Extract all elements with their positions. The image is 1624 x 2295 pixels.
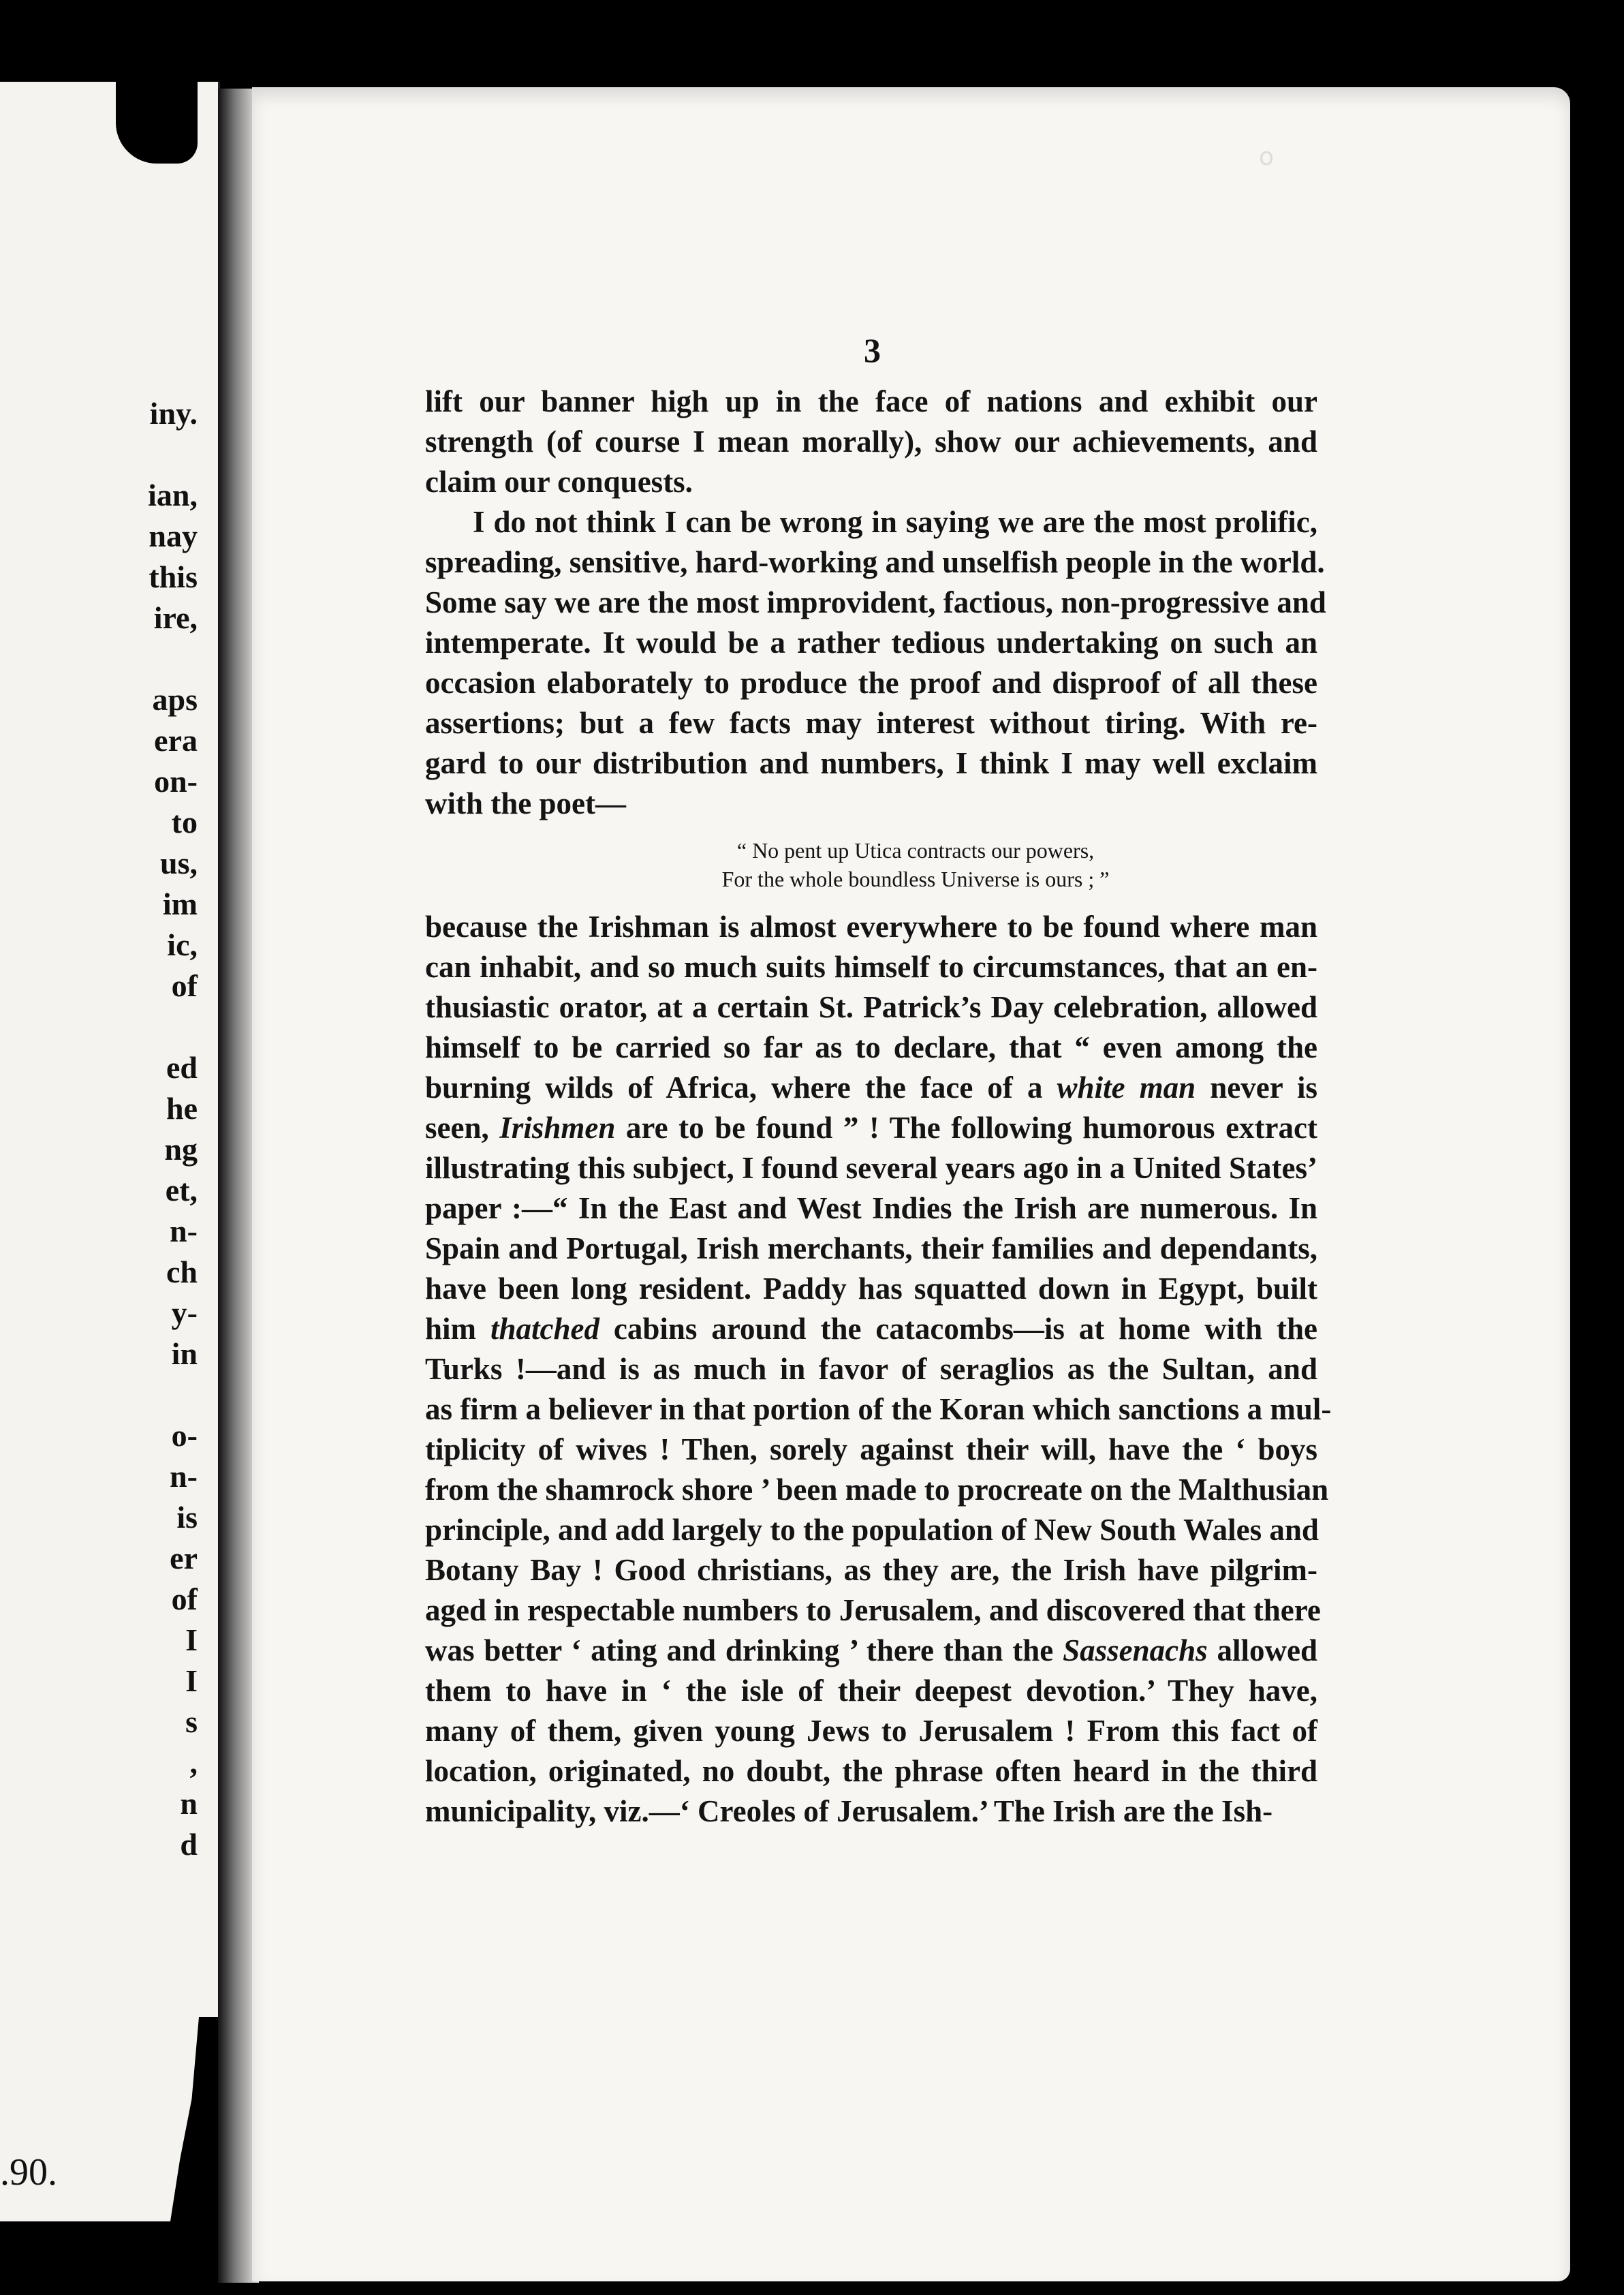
verse-quote <box>425 836 1317 893</box>
facing-page-text-fragment: in <box>171 1336 198 1371</box>
text-line: as firm a believer in that portion of the Koran which sanctions a mul- <box>425 1392 1332 1426</box>
facing-page-text-fragment: of <box>171 1582 198 1616</box>
facing-page-text-fragment: of <box>171 968 198 1003</box>
text-line: was better ‘ ating and drinking ’ there than the Sassenachs allowed <box>425 1633 1317 1667</box>
text-line: principle, and add largely to the population of New South Wales and <box>425 1513 1319 1547</box>
italic-word: Irishmen <box>499 1111 616 1145</box>
text-line: him thatched cabins around the catacombs—is at home with the <box>425 1312 1317 1346</box>
facing-page-text-fragment: n <box>180 1786 198 1821</box>
quote-line: “ No pent up Utica contracts our powers, <box>736 838 1095 863</box>
facing-page-text-fragment: us, <box>160 846 198 880</box>
text-line: them to have in ‘ the isle of their deepest devotion.’ They have, <box>425 1674 1317 1708</box>
text-line: himself to be carried so far as to declare, that “ even among the <box>425 1030 1317 1064</box>
facing-page-text-fragment: ng <box>164 1132 198 1167</box>
text-line: illustrating this subject, I found several years ago in a United States’ <box>425 1151 1318 1185</box>
text-line: claim our conquests. <box>425 465 693 499</box>
text-line: Botany Bay ! Good christians, as they are, the Irish have pilgrim- <box>425 1553 1317 1587</box>
facing-page-text-fragment: ire, <box>153 600 198 635</box>
top-mark: o <box>1259 143 1275 171</box>
text-line: paper :—“ In the East and West Indies the Irish are numerous. In <box>425 1191 1317 1225</box>
facing-page-text-fragment: is <box>176 1500 198 1535</box>
text-line: have been long resident. Paddy has squatted down in Egypt, built <box>425 1272 1317 1306</box>
page-notch <box>116 82 198 164</box>
facing-page-text-fragment: ed <box>166 1050 198 1085</box>
text-line: I do not think I can be wrong in saying we are the most prolific, <box>473 505 1317 539</box>
facing-page-text-fragment: I <box>185 1622 198 1657</box>
facing-page-text-fragment: d <box>180 1827 198 1862</box>
paragraph-3 <box>425 907 1332 1832</box>
text-line: can inhabit, and so much suits himself to circumstances, that an en- <box>425 950 1317 984</box>
facing-page-text-fragment: n- <box>170 1214 198 1248</box>
facing-page-text-fragment: ian, <box>148 478 198 512</box>
text-line: burning wilds of Africa, where the face of a white man never is <box>425 1071 1317 1105</box>
text-line: spreading, sensitive, hard-working and unselfish people in the world. <box>425 545 1325 579</box>
text-line: thusiastic orator, at a certain St. Patrick’s Day celebration, allowed <box>425 990 1317 1024</box>
page-tear <box>170 2017 218 2221</box>
text-line: with the poet— <box>425 786 626 820</box>
text-line: municipality, viz.—‘ Creoles of Jerusalem.’ The Irish are the Ish- <box>425 1794 1273 1828</box>
italic-word: thatched <box>490 1312 599 1346</box>
page-body <box>425 382 1332 1832</box>
facing-page-text-fragment: im <box>162 887 198 921</box>
facing-page-text-fragment: this <box>149 559 198 594</box>
text-line: occasion elaborately to produce the proof and disproof of all these <box>425 666 1317 700</box>
page-number: 3 <box>864 331 881 369</box>
facing-page-text-fragment: s <box>185 1704 198 1739</box>
text-line: intemperate. It would be a rather tedious undertaking on such an <box>425 626 1317 660</box>
text-line: aged in respectable numbers to Jerusalem, and discovered that there <box>425 1593 1321 1627</box>
facing-page-text-fragment: o- <box>171 1418 198 1453</box>
text-line: Turks !—and is as much in favor of seraglios as the Sultan, and <box>425 1352 1317 1386</box>
text-line: gard to our distribution and numbers, I think I may well exclaim <box>425 746 1317 780</box>
paragraph-2 <box>425 502 1326 824</box>
facing-page-text-fragment: ic, <box>167 927 198 962</box>
facing-page-text-fragment: on- <box>154 764 198 799</box>
facing-page-text-fragment: aps <box>152 682 198 717</box>
italic-word: Sassenachs <box>1063 1633 1208 1667</box>
text-line: from the shamrock shore ’ been made to procreate on the Malthusian <box>425 1473 1329 1507</box>
text-line: Spain and Portugal, Irish merchants, their families and dependants, <box>425 1231 1317 1265</box>
facing-page-text-fragment: he <box>166 1091 198 1126</box>
facing-page-text-fragment: to <box>171 805 198 840</box>
text-line: because the Irishman is almost everywhere to be found where man <box>425 910 1317 944</box>
facing-page-text-fragment: et, <box>165 1173 198 1207</box>
text-line: assertions; but a few facts may interest without tiring. With re- <box>425 706 1317 740</box>
text-line: strength (of course I mean morally), show our achievements, and <box>425 425 1317 459</box>
text-line: lift our banner high up in the face of nations and exhibit our <box>425 384 1317 418</box>
facing-page-text-fragment: er <box>170 1541 198 1575</box>
facing-page-text-fragment: nay <box>149 519 198 553</box>
facing-page-text-fragment: , <box>189 1745 198 1780</box>
text-line: tiplicity of wives ! Then, sorely against their will, have the ‘ boys <box>425 1432 1317 1466</box>
facing-page-text-fragment: iny. <box>149 396 198 431</box>
text-line: Some say we are the most improvident, factious, non-progressive and <box>425 585 1326 619</box>
facing-page-text-fragment: n- <box>170 1459 198 1494</box>
text-line: location, originated, no doubt, the phrase often heard in the third <box>425 1754 1317 1788</box>
text-line: many of them, given young Jews to Jerusalem ! From this fact of <box>425 1714 1317 1748</box>
paragraph-1 <box>425 382 1317 502</box>
facing-page-text-fragment: ch <box>166 1254 198 1289</box>
text-line: seen, Irishmen are to be found ” ! The following humorous extract <box>425 1111 1317 1145</box>
quote-line: For the whole boundless Universe is ours ; ” <box>721 867 1110 891</box>
facing-page-text-fragment: I <box>185 1663 198 1698</box>
facing-page-fragment <box>0 82 220 2221</box>
facing-page-mark: .90. <box>0 2151 57 2193</box>
italic-word: white man <box>1057 1071 1196 1105</box>
facing-page-text-fragment: era <box>154 723 198 758</box>
facing-page-text-fragment: y- <box>171 1295 198 1330</box>
